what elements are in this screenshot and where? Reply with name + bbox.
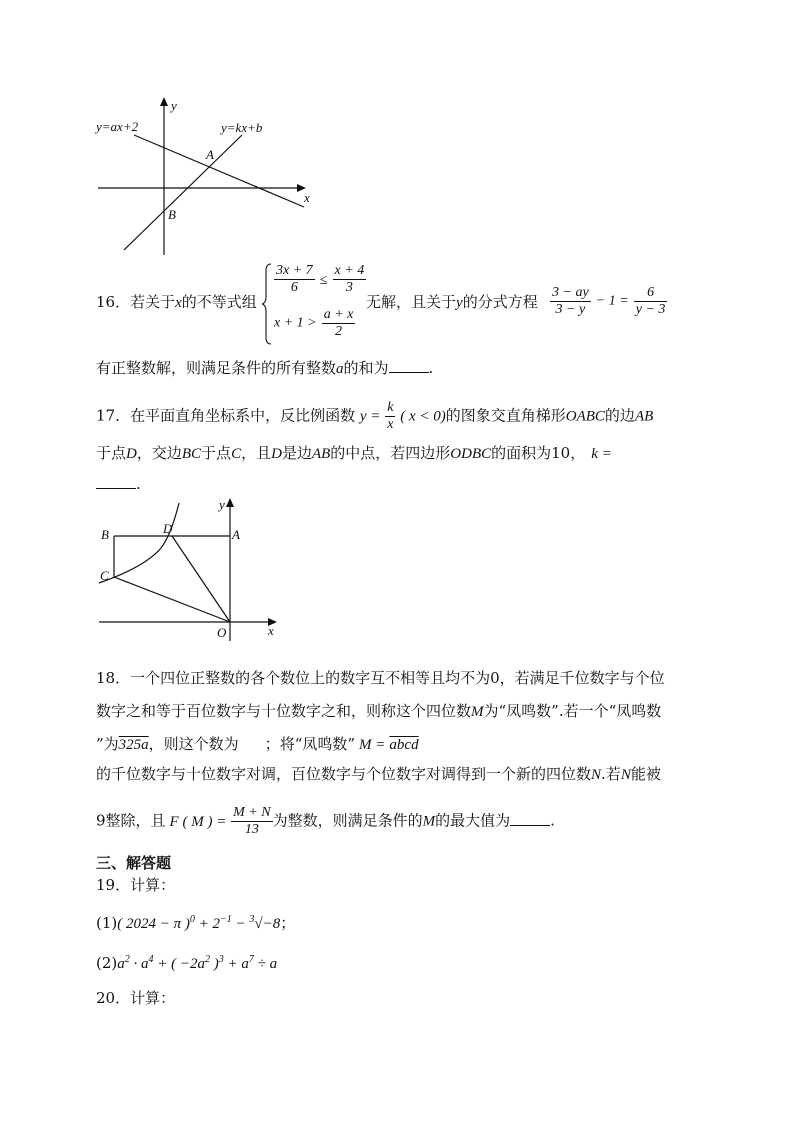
fig1-line2-label: y=kx+b — [221, 120, 263, 135]
q16-line1: 16．若关于x的不等式组 — [96, 293, 257, 311]
fig2-y-label: y — [219, 497, 225, 512]
y-axis-arrow — [160, 97, 168, 106]
q17-answer-blank[interactable] — [96, 474, 136, 489]
q18-line3: ”为325a，则这个数为 ；将“凤鸣数” M = abcd — [96, 735, 419, 753]
q18-answer-blank-2[interactable] — [510, 811, 550, 826]
q17-func-frac: $\frac{k}{x}$ — [387, 400, 394, 432]
q16-ineq1-right-frac: $\frac{x + 4}{3}$ — [334, 263, 365, 295]
q17-line1: 17．在平面直角坐标系中，反比例函数 y = $\frac{k}{x}$ ( x < 0)的图象交直角梯形OABC的边AB — [96, 400, 654, 432]
fig2-point-o: O — [217, 625, 227, 640]
segment-co — [114, 577, 230, 622]
figure-trapezoid — [95, 495, 285, 643]
left-brace-icon — [262, 263, 272, 345]
q18-line2: 数字之和等于百位数字与十位数字之和，则称这个四位数M为“凤鸣数”.若一个“凤鸣数 — [96, 702, 662, 720]
fig2-x-label: x — [268, 623, 274, 638]
q16-answer-blank[interactable] — [389, 358, 429, 373]
q16-eq-left-frac: $\frac{3 - ay}{3 - y}$ — [552, 285, 589, 317]
hyperbola-curve — [99, 503, 179, 583]
q16-ineq1-left-frac: $\frac{3x + 7}{6}$ — [276, 263, 313, 295]
q16-eq-right-frac: $\frac{6}{y - 3}$ — [635, 285, 666, 317]
q18-line5: 9整除，且 F ( M ) = $\frac{M + N}{13}$ 为整数，则满足条件的M的最大值为 . — [96, 805, 555, 837]
q17-line2: 于点D，交边BC于点C，且D是边AB的中点，若四边形ODBC的面积为10， k = — [96, 444, 612, 462]
fig1-y-label: y — [171, 98, 177, 113]
q16-fraction-equation: $\frac{3 - ay}{3 - y}$ − 1 = $\frac{6}{y - 3}$ — [552, 285, 666, 317]
y-axis-arrow — [226, 498, 234, 507]
q18-line1: 18．一个四位正整数的各个数位上的数字互不相等且均不为0，若满足千位数字与个位 — [96, 669, 665, 687]
q17-line3: . — [96, 474, 141, 494]
q18-answer-blank-1[interactable] — [239, 735, 265, 749]
fig1-line1-label: y=ax+2 — [96, 119, 139, 134]
q16-inequality-system: $\frac{3x + 7}{6}$ ≤ $\frac{x + 4}{3}$ x + 1 > $\frac{a + x}{2}$ — [262, 263, 362, 345]
segment-do — [172, 536, 230, 622]
section-title: 三、解答题 — [96, 854, 172, 872]
q19-part2: $(2)a^2 \cdot a^4$ + ( $-2a^2$ )$^3 + a^7 \div a$ — [96, 954, 278, 972]
q19-title: 19．计算： — [96, 876, 176, 894]
q18-line4: 的千位数字与十位数字对调，百位数字与个位数字对调得到一个新的四位数N.若N能被 — [96, 765, 661, 783]
fig1-point-b: B — [168, 207, 176, 222]
q18-fm-frac: $\frac{M + N}{13}$ — [233, 805, 271, 837]
fig2-point-a: A — [232, 527, 240, 542]
fig2-point-b: B — [101, 527, 109, 542]
line-kx-plus-b — [124, 135, 242, 250]
line-ax-plus-2 — [134, 135, 304, 207]
fig1-x-label: x — [304, 190, 310, 205]
q20-title: 20．计算： — [96, 989, 176, 1007]
q16-line1-cont: 无解，且关于y的分式方程 — [366, 293, 538, 311]
fig2-point-d: D — [163, 521, 173, 536]
fig1-point-a: A — [206, 147, 214, 162]
q19-part1: (1)( 2024 − π )$^0 + 2^{-1} - ^3√-8$； — [96, 914, 296, 932]
q16-line2: 有正整数解，则满足条件的所有整数a的和为 . — [96, 359, 434, 377]
fig2-point-c: C — [100, 568, 109, 583]
q16-ineq2-right-frac: $\frac{a + x}{2}$ — [323, 307, 354, 339]
